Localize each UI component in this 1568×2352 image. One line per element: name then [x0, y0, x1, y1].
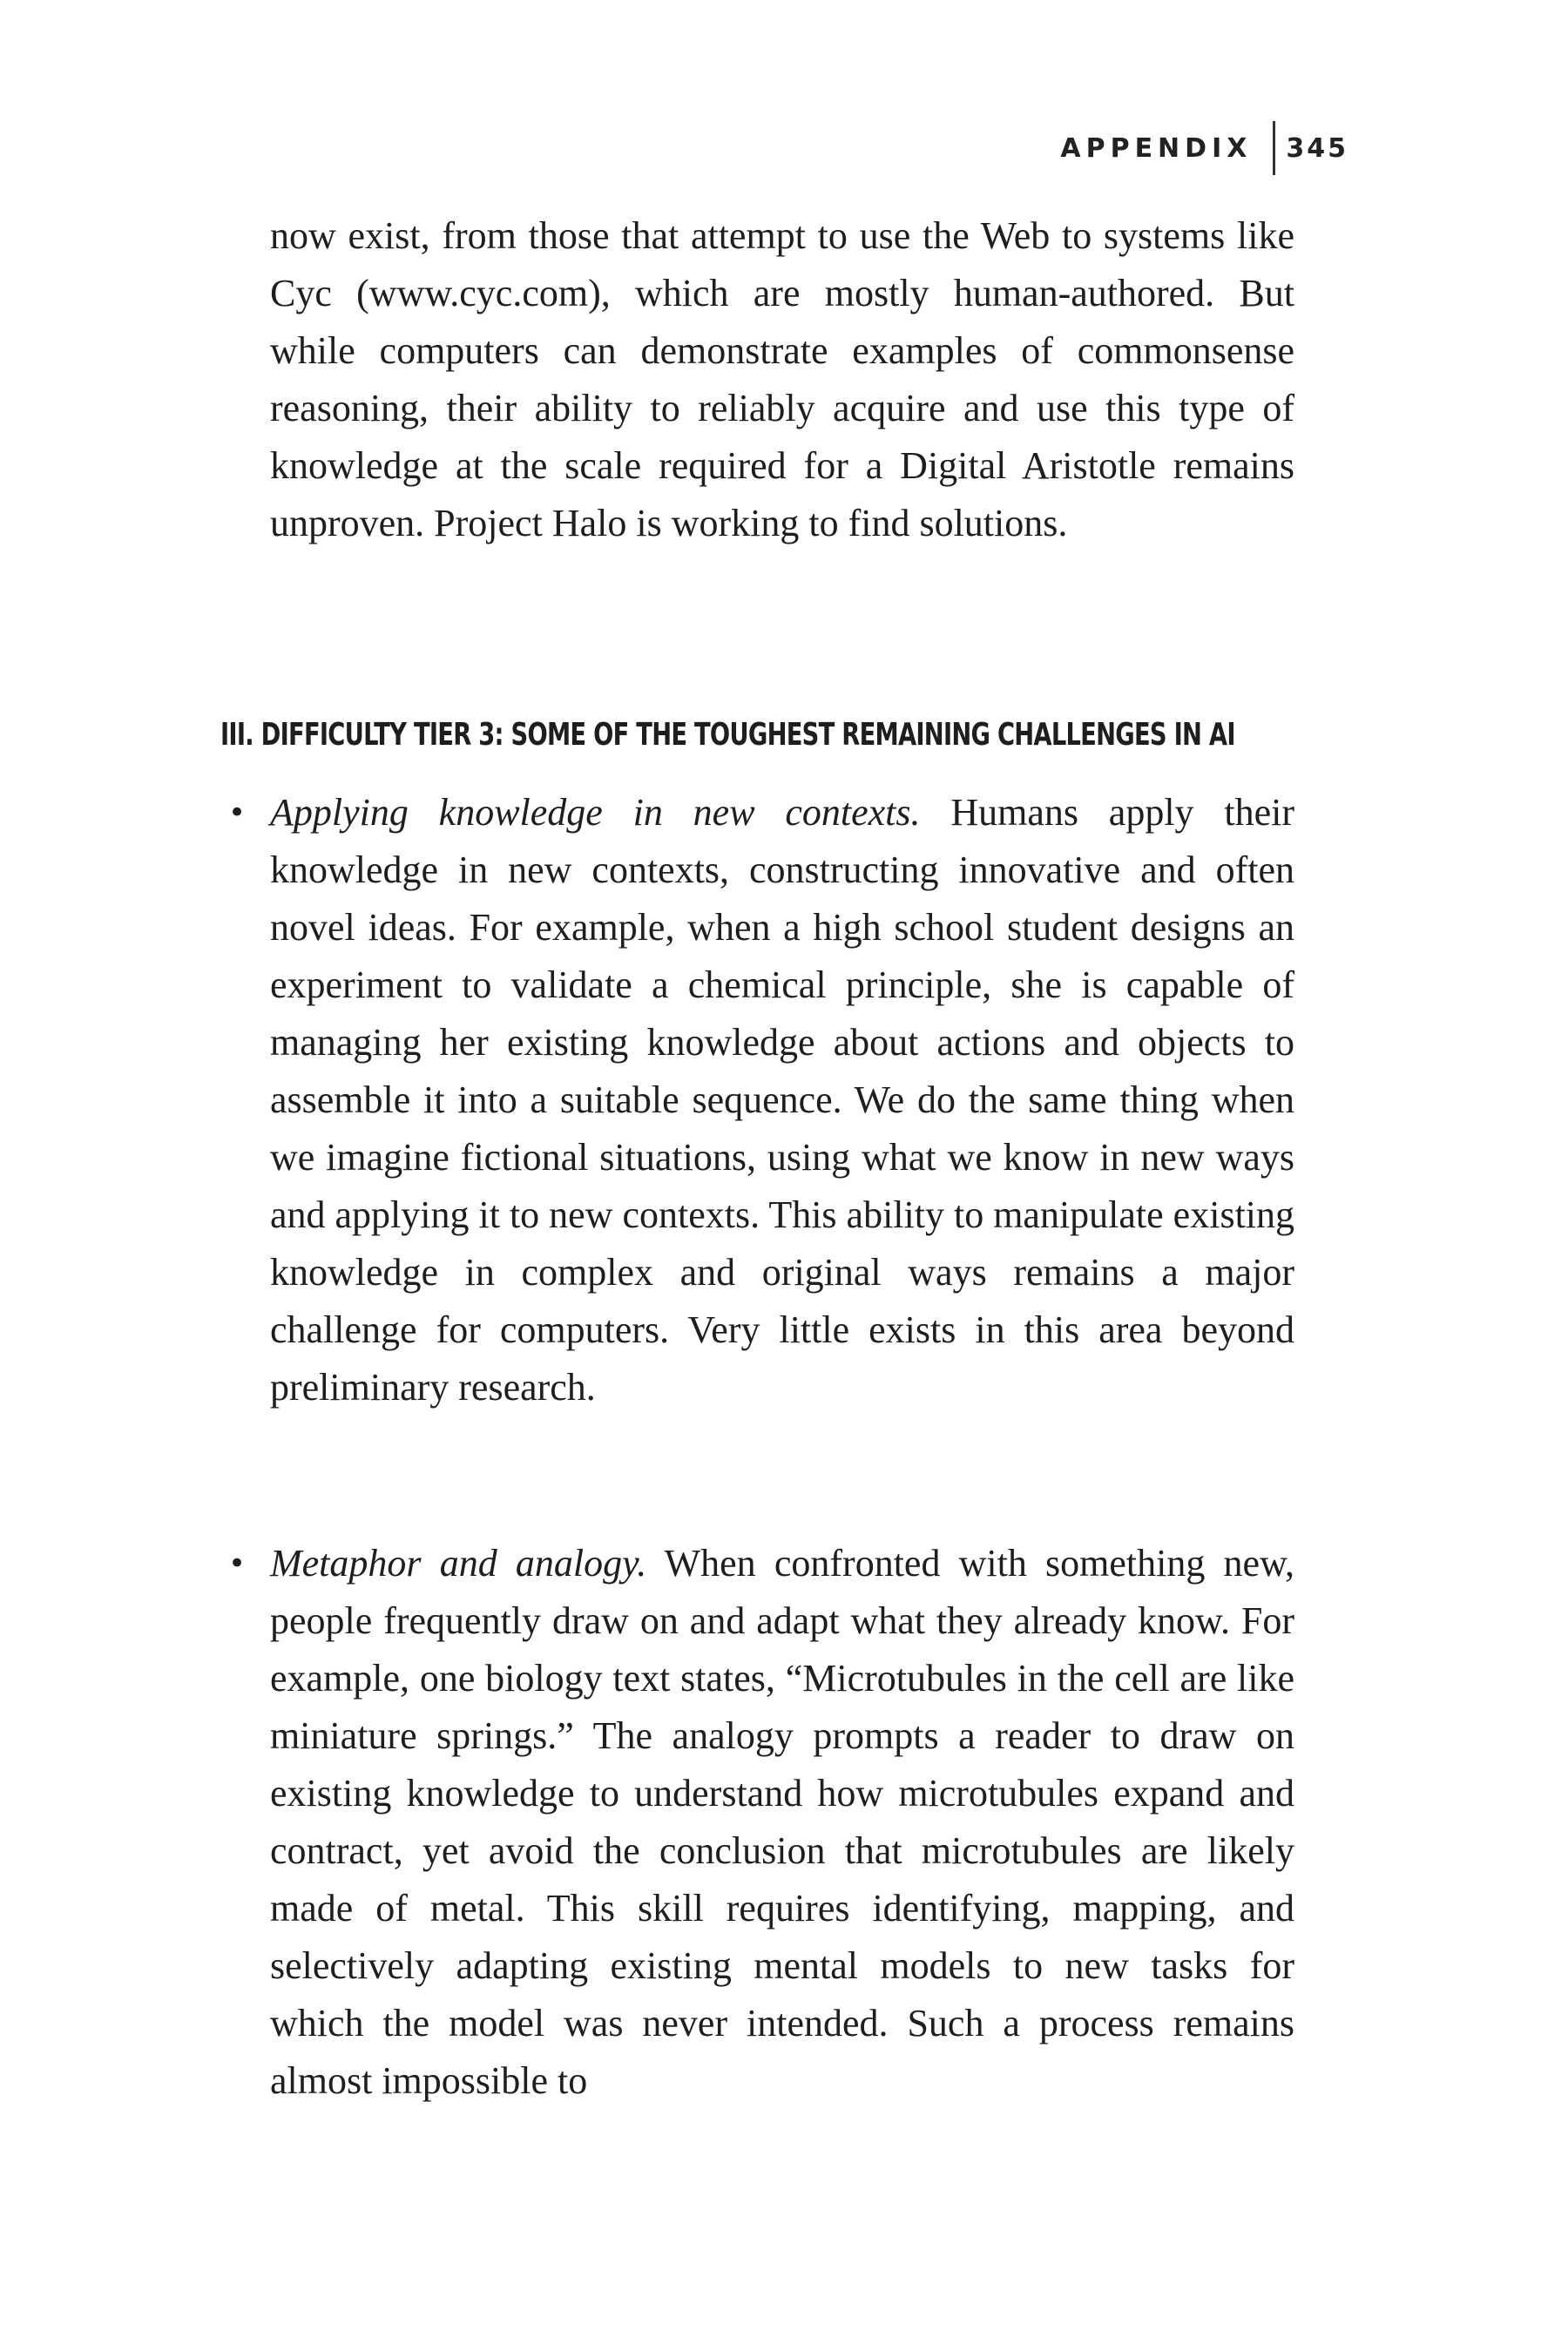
bullet-marker: • — [228, 1546, 247, 1581]
page-number: 345 — [1286, 132, 1348, 164]
list-item-applying-knowledge — [270, 784, 1294, 1416]
bullet-marker: • — [228, 795, 247, 830]
list-item-text: When confronted with something new, people frequently draw on and adapt what they already know. For example, one biology text states, “Microtubules in the cell are like miniature springs.” The analogy prompts a reader to draw on existing knowledge to understand how microtubules expand and contract, yet avoid the conclusion that microtubules are likely made of metal. This skill requires identifying, mapping, and selectively adapting existing mental models to new tasks for which the model was never intended. Such a process remains almost impossible to — [270, 1542, 1294, 2102]
list-item-term: Metaphor and analogy. — [270, 1542, 647, 1585]
section-heading: III. DIFFICULTY TIER 3: SOME OF THE TOUGHEST REMAINING CHALLENGES IN AI — [220, 717, 1235, 753]
list-item-term: Applying knowledge in new contexts. — [270, 791, 921, 834]
list-item-text: Humans apply their knowledge in new contexts, constructing innovative and often novel ideas. For example, when a high school student designs an experiment to validate a chemical principle, she is capable of managing her existing knowledge about actions and objects to assemble it into a suitable sequence. We do the same thing when we imagine fictional situations, using what we know in new ways and applying it to new contexts. This ability to manipulate existing knowledge in complex and original ways remains a major challenge for computers. Very little exists in this area beyond preliminary research. — [270, 791, 1295, 1409]
intro-paragraph: now exist, from those that attempt to use the Web to systems like Cyc (www.cyc.com), which are mostly human-authored. But while computers can demonstrate examples of commonsense reasoning, their ability to reliably acquire and use this type of knowledge at the scale required for a Digital Aristotle remains unproven. Project Halo is working to find solutions. — [270, 214, 1294, 544]
running-head-section: APPENDIX — [1060, 132, 1253, 164]
running-head-divider — [1273, 121, 1275, 175]
running-head — [1060, 122, 1348, 174]
list-item-metaphor-analogy — [270, 1535, 1294, 2110]
